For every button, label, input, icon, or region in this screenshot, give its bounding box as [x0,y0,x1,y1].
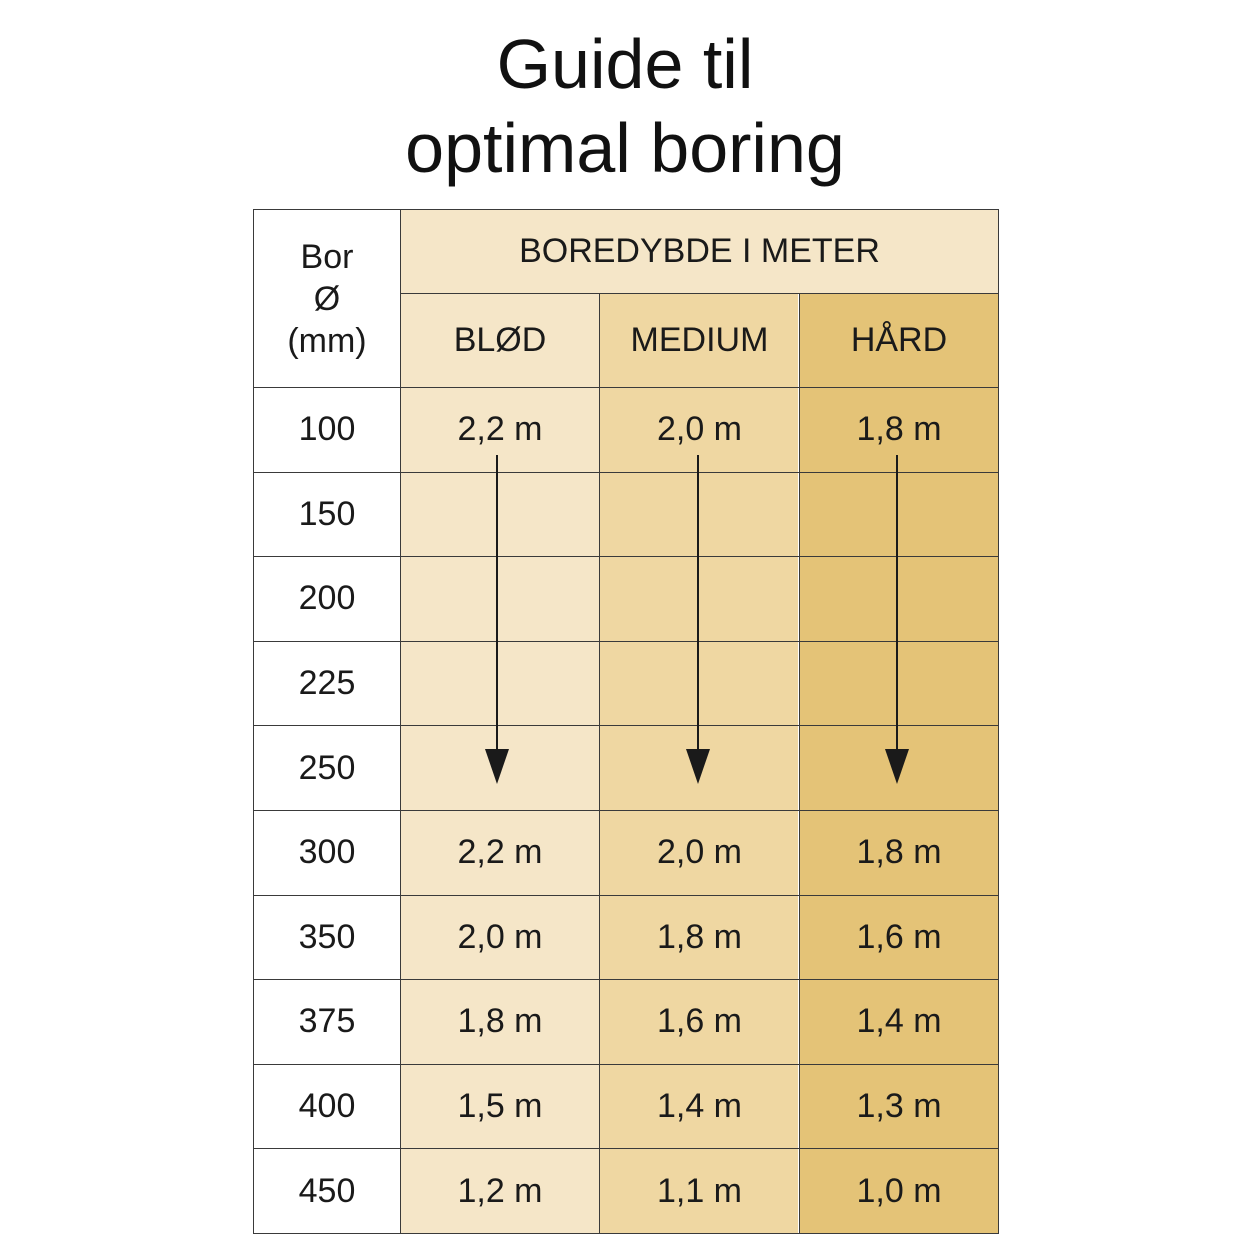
diameter-header-line-2: Ø [313,279,341,318]
cell-soft: 2,0 m [401,895,600,980]
cell-soft: 1,8 m [401,980,600,1065]
cell-medium: 2,0 m [600,810,800,895]
cell-hard: 1,8 m [800,810,999,895]
cell-medium: 1,4 m [600,1064,800,1149]
cell-hard [800,557,999,642]
cell-soft [401,726,600,811]
cell-medium: 1,1 m [600,1149,800,1234]
cell-medium: 1,8 m [600,895,800,980]
row-diameter: 450 [254,1149,401,1234]
cell-hard [800,472,999,557]
cell-hard: 1,3 m [800,1064,999,1149]
cell-soft [401,641,600,726]
cell-medium [600,726,800,811]
cell-hard [800,726,999,811]
cell-hard: 1,4 m [800,980,999,1065]
cell-hard: 1,8 m [800,388,999,473]
row-diameter: 300 [254,810,401,895]
cell-soft: 2,2 m [401,810,600,895]
cell-medium: 2,0 m [600,388,800,473]
row-diameter: 100 [254,388,401,473]
cell-medium [600,557,800,642]
depth-header: BOREDYBDE I METER [401,210,999,294]
row-diameter: 225 [254,641,401,726]
soil-header-soft: BLØD [401,294,600,388]
cell-medium: 1,6 m [600,980,800,1065]
drilling-guide-table [253,209,998,1233]
cell-hard: 1,0 m [800,1149,999,1234]
row-diameter: 375 [254,980,401,1065]
cell-soft: 2,2 m [401,388,600,473]
soil-header-medium: MEDIUM [600,294,800,388]
cell-soft [401,472,600,557]
title-line-1: Guide til [496,25,754,103]
row-diameter: 400 [254,1064,401,1149]
row-diameter: 350 [254,895,401,980]
cell-hard [800,641,999,726]
soil-header-hard: HÅRD [800,294,999,388]
diameter-header-line-3: (mm) [287,321,367,360]
cell-medium [600,472,800,557]
cell-soft: 1,5 m [401,1064,600,1149]
table-grid [253,209,999,1234]
diameter-header-line-1: Bor [300,237,354,276]
row-diameter: 250 [254,726,401,811]
row-diameter: 150 [254,472,401,557]
cell-soft: 1,2 m [401,1149,600,1234]
diameter-header [254,210,401,388]
cell-soft [401,557,600,642]
cell-medium [600,641,800,726]
row-diameter: 200 [254,557,401,642]
title-line-2: optimal boring [405,109,845,187]
cell-hard: 1,6 m [800,895,999,980]
page-title [0,22,1250,190]
